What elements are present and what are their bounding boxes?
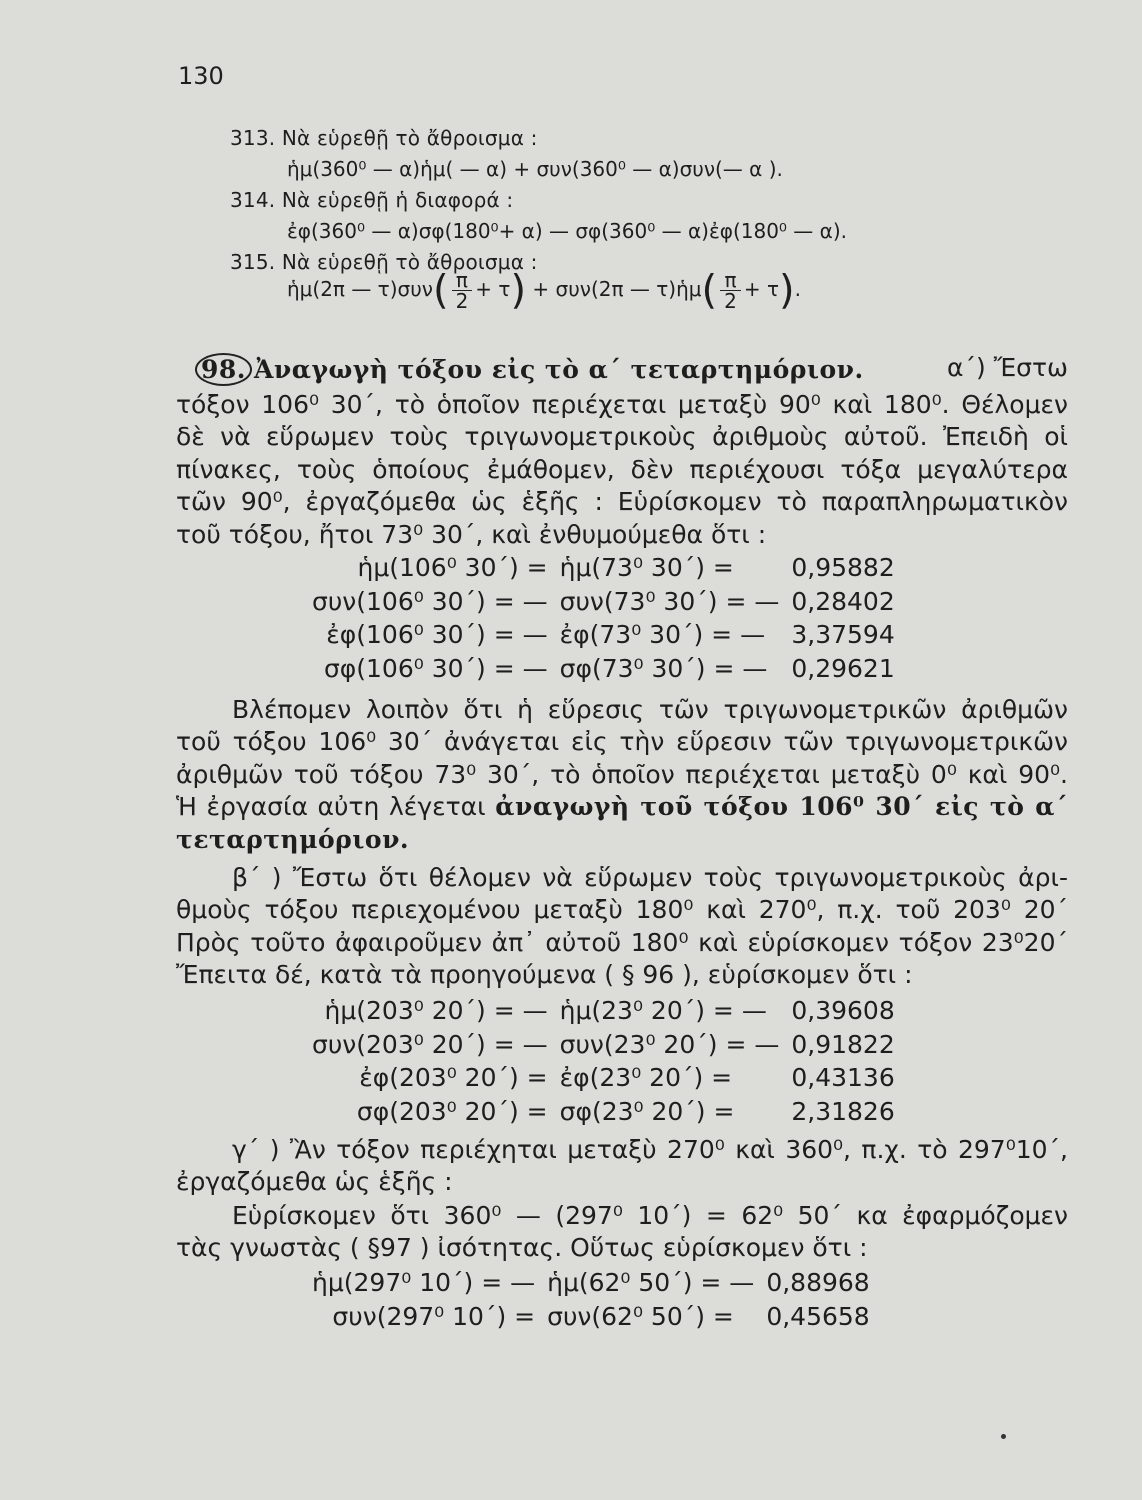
paragraph-line: πίνακες, τοὺς ὁποίους ἐμάθομεν, δὲν περιέχουσι τόξα μεγαλύτερα (176, 454, 1068, 484)
exercise-313-label: 313. Νὰ εὑρεθῇ τὸ ἄθροισμα : (230, 126, 538, 150)
paragraph-line: ἐργαζόμεθα ὡς ἑξῆς : (176, 1167, 453, 1197)
paragraph-line: τοῦ τόξου, ἤτοι 73⁰ 30΄, καὶ ἐνθυμούμεθα ὅτι : (176, 519, 767, 549)
table-row: ἡμ(203⁰ 20΄) = — ἡμ(23⁰ 20΄) = — 0,39608 (324, 996, 895, 1026)
table-row: ἐφ(203⁰ 20΄) = ἐφ(23⁰ 20΄) = 0,43136 (359, 1063, 895, 1093)
table-row: ἡμ(297⁰ 10΄) = — ἡμ(62⁰ 50΄) = — 0,88968 (312, 1268, 870, 1298)
paragraph-line: β΄ ) Ἔστω ὅτι θέλομεν νὰ εὕρωμεν τοὺς τριγωνομετρικοὺς ἀρι- (232, 863, 1068, 892)
exercise-314-label: 314. Νὰ εὑρεθῇ ἡ διαφορά : (230, 188, 514, 212)
section-number: 98. (195, 353, 252, 386)
paragraph-line: γ΄ ) Ἂν τόξον περιέχηται μεταξὺ 270⁰ καὶ 360⁰, π.χ. τὸ 297⁰10΄, (232, 1135, 1068, 1164)
page-number: 130 (178, 62, 224, 90)
paragraph-line: ἀριθμῶν τοῦ τόξου 73⁰ 30΄, τὸ ὁποῖον περιέχεται μεταξὺ 0⁰ καὶ 90⁰. (176, 759, 1068, 789)
paragraph-4 (176, 1134, 1068, 1199)
paragraph-line: τῶν 90⁰, ἐργαζόμεθα ὡς ἑξῆς : Εὑρίσκομεν τὸ παραπληρωματικὸν (176, 487, 1068, 517)
paragraph-line: τὰς γνωστὰς ( §97 ) ἰσότητας. Οὕτως εὑρίσκομεν ὅτι : (176, 1233, 868, 1263)
section-paragraph (176, 389, 1068, 551)
paragraph-line: θμοὺς τόξου περιεχομένου μεταξὺ 180⁰ καὶ 270⁰, π.χ. τοῦ 203⁰ 20΄ (176, 895, 1068, 925)
fraction-pi-over-2: $\frac{\pi}{2}$ (452, 270, 473, 311)
ink-dot (1001, 1434, 1006, 1439)
equation-table-1 (306, 551, 901, 685)
paragraph-line: Ἡ ἐργασία αὐτη λέγεται ἀναγωγὴ τοῦ τόξου 106⁰ 30΄ εἰς τὸ α΄ (176, 792, 1068, 822)
exercise-315-label: 315. Νὰ εὑρεθῇ τὸ ἄθροισμα : (230, 250, 538, 274)
table-row: σφ(203⁰ 20΄) = σφ(23⁰ 20΄) = 2,31826 (356, 1096, 895, 1126)
equation-table-2 (306, 994, 901, 1128)
table-row: ἐφ(106⁰ 30΄) = — ἐφ(73⁰ 30΄) = — 3,37594 (326, 620, 895, 650)
table-row: ἡμ(106⁰ 30΄) = ἡμ(73⁰ 30΄) = 0,95882 (357, 553, 895, 583)
equation-table-3 (306, 1266, 876, 1333)
paragraph-5 (176, 1200, 1068, 1265)
paragraph-line: Ἔπειτα δέ, κατὰ τὰ προηγούμενα ( § 96 ), εὑρίσκομεν ὅτι : (176, 960, 913, 990)
paragraph-line: τοῦ τόξου 106⁰ 30΄ ἀνάγεται εἰς τὴν εὕρεσιν τῶν τριγωνομετρικῶν (176, 727, 1068, 757)
table-row: συν(106⁰ 30΄) = — συν(73⁰ 30΄) = — 0,28402 (312, 586, 895, 616)
section-heading-line (195, 353, 1068, 386)
paragraph-line: τεταρτημόριον. (176, 824, 410, 854)
exercise-315-formula: ἡμ(2π — τ)συν( $\frac{\pi}{2}$ + τ) + συν(2π — τ)ἡμ( $\frac{\pi}{2}$ + τ). (287, 267, 801, 314)
paragraph-2 (176, 694, 1068, 856)
paragraph-3 (176, 862, 1068, 992)
table-row: συν(297⁰ 10΄) = συν(62⁰ 50΄) = 0,45658 (332, 1301, 870, 1331)
fraction-pi-over-2-second: $\frac{\pi}{2}$ (720, 270, 741, 311)
section-title: Ἀναγωγὴ τόξου εἰς τὸ α΄ τεταρτημόριον. (254, 355, 864, 384)
paragraph-line: τόξον 106⁰ 30΄, τὸ ὁποῖον περιέχεται μεταξὺ 90⁰ καὶ 180⁰. Θέλομεν (176, 390, 1068, 419)
paragraph-line: Πρὸς τοῦτο ἀφαιροῦμεν ἀπ᾽ αὐτοῦ 180⁰ καὶ εὑρίσκομεν τόξον 23⁰20΄ (176, 927, 1068, 957)
exercise-313-formula: ἡμ(360⁰ — α)ἡμ( — α) + συν(360⁰ — α)συν(— α ). (287, 157, 783, 181)
paragraph-line: Εὑρίσκομεν ὅτι 360⁰ — (297⁰ 10΄) = 62⁰ 50΄ κα ἐφαρμόζομεν (232, 1201, 1068, 1230)
paragraph-line: Βλέπομεν λοιπὸν ὅτι ἡ εὕρεσις τῶν τριγωνομετρικῶν ἀριθμῶν (232, 695, 1068, 724)
paragraph-line: δὲ νὰ εὕρωμεν τοὺς τριγωνομετρικοὺς ἀριθμοὺς αὐτοῦ. Ἐπειδὴ οἱ (176, 422, 1068, 452)
section-intro: α΄) Ἔστω (947, 353, 1068, 382)
table-row: συν(203⁰ 20΄) = — συν(23⁰ 20΄) = — 0,91822 (312, 1029, 895, 1059)
table-row: σφ(106⁰ 30΄) = — σφ(73⁰ 30΄) = — 0,29621 (323, 653, 895, 683)
exercise-314-formula: ἐφ(360⁰ — α)σφ(180⁰+ α) — σφ(360⁰ — α)ἐφ(180⁰ — α). (287, 219, 847, 243)
